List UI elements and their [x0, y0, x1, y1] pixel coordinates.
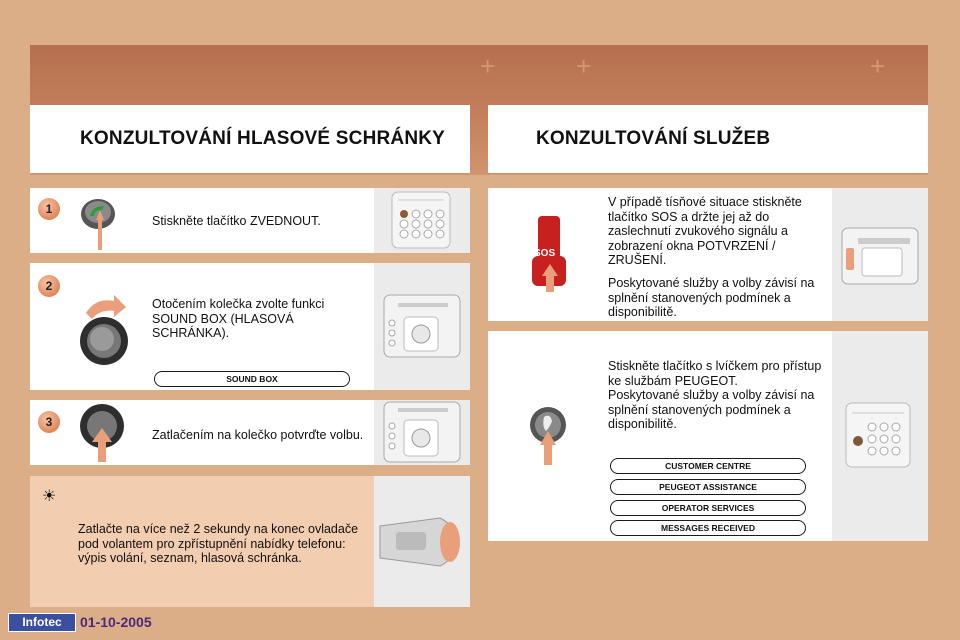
radio-illustration: [374, 263, 470, 390]
step-1-panel: [30, 188, 470, 253]
decor-plus: +: [480, 51, 496, 81]
decor-plus: +: [576, 51, 592, 81]
step-1-text: Stiskněte tlačítko ZVEDNOUT.: [152, 214, 321, 228]
phone-pickup-button-icon: [78, 194, 122, 252]
step-2-text: Otočením kolečka zvolte funkci SOUND BOX (HLASOVÁ SCHRÁNKA).: [152, 297, 325, 340]
dial-wheel-icon: [80, 291, 132, 371]
keypad-illustration: [832, 331, 928, 541]
sos-text: V případě tísňové situace stiskněte tlačítko SOS a držte jej až do zaslechnutí zvukového signálu a zobrazení okna POTVRZENÍ / ZRUŠENÍ.: [608, 195, 802, 267]
footer-date: 01-10-2005: [80, 614, 152, 630]
tip-sun-icon: ☀: [42, 488, 57, 505]
voicemail-section-title: KONZULTOVÁNÍ HLASOVÉ SCHRÁNKY: [30, 105, 470, 173]
infotec-logo: Infotec: [8, 613, 76, 632]
sos-button-label: SOS: [534, 248, 556, 259]
radio-sos-illustration: [832, 188, 928, 321]
step-3-badge: 3: [38, 411, 60, 433]
option-customer-centre: CUSTOMER CENTRE: [610, 458, 806, 474]
radio-illustration: [374, 400, 470, 465]
lion-availability-text: Poskytované služby a volby závisí na splnění stanovených podmínek a disponibilitě.: [608, 388, 815, 431]
services-section-title: KONZULTOVÁNÍ SLUŽEB: [488, 105, 928, 173]
step-2-panel: [30, 263, 470, 390]
dial-press-icon: [78, 402, 130, 464]
peugeot-services-panel: [488, 331, 928, 541]
steering-stalk-illustration: [374, 476, 470, 607]
sound-box-label: SOUND BOX: [154, 371, 350, 387]
step-1-badge: 1: [38, 198, 60, 220]
option-messages-received: MESSAGES RECEIVED: [610, 520, 806, 536]
step-3-text: Zatlačením na kolečko potvrďte volbu.: [152, 428, 364, 442]
option-peugeot-assistance: PEUGEOT ASSISTANCE: [610, 479, 806, 495]
keypad-illustration: [374, 188, 470, 253]
decor-plus: +: [870, 51, 886, 81]
tip-panel: [30, 476, 470, 607]
lion-button-icon[interactable]: [528, 405, 572, 467]
sos-panel: [488, 188, 928, 321]
step-2-badge: 2: [38, 275, 60, 297]
tip-text: Zatlačte na více než 2 sekundy na konec ovladače pod volantem pro zpřístupnění nabídky telefonu: výpis volání, seznam, hlasová schránka.: [78, 522, 359, 565]
option-operator-services: OPERATOR SERVICES: [610, 500, 806, 516]
lion-button-text: Stiskněte tlačítko s lvíčkem pro přístup ke službám PEUGEOT.: [608, 359, 822, 388]
step-3-panel: [30, 400, 470, 465]
sos-availability-text: Poskytované služby a volby závisí na splnění stanovených podmínek a disponibilitě.: [608, 276, 815, 319]
